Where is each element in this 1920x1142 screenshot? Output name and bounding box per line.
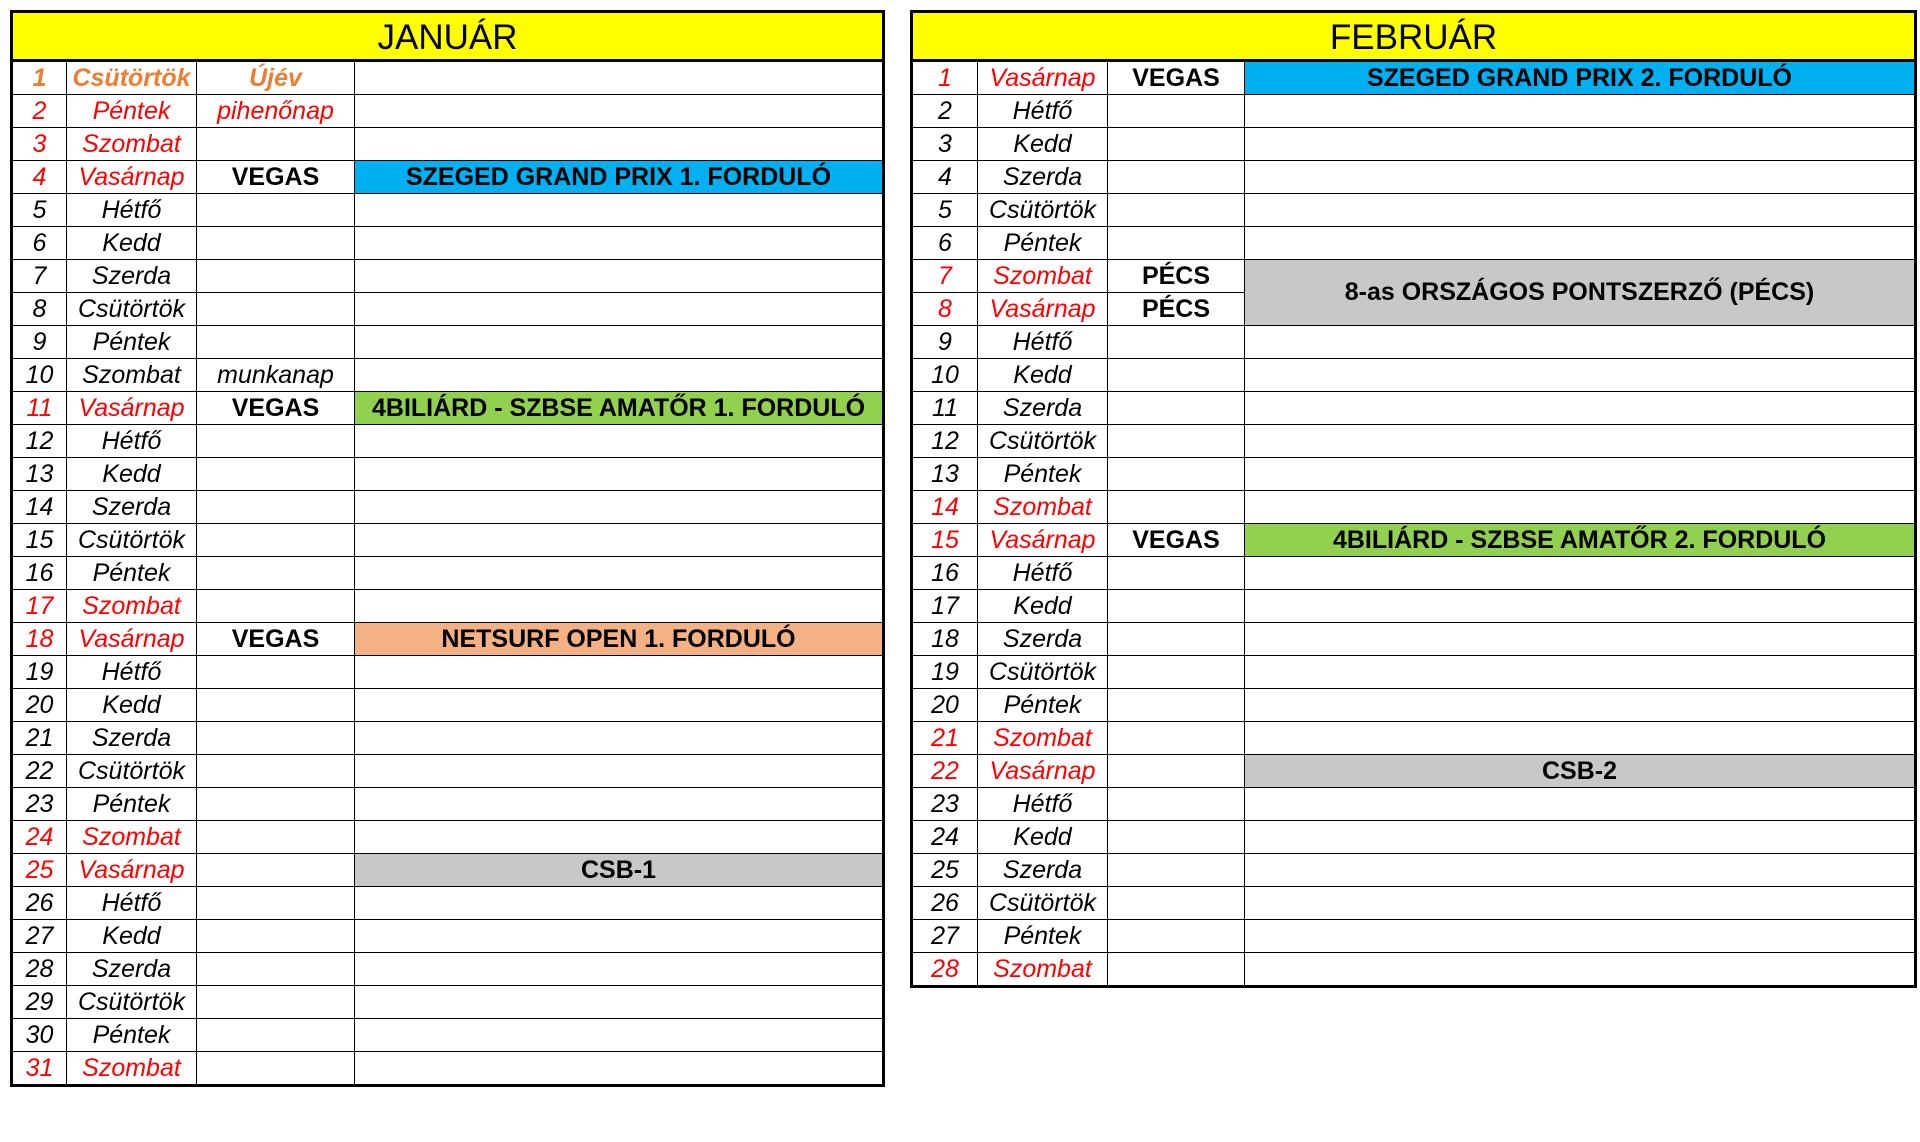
day-row xyxy=(912,887,1916,920)
event-cell xyxy=(1245,590,1916,623)
event-cell xyxy=(355,656,884,689)
venue xyxy=(1108,458,1245,491)
day-row xyxy=(912,61,1916,95)
venue xyxy=(1108,755,1245,788)
event-cell xyxy=(355,260,884,293)
weekday: Kedd xyxy=(978,128,1108,161)
day-row xyxy=(912,854,1916,887)
weekday: Csütörtök xyxy=(67,755,197,788)
day-row xyxy=(12,656,884,689)
day-row xyxy=(912,128,1916,161)
weekday: Szombat xyxy=(978,722,1108,755)
day-row xyxy=(912,491,1916,524)
day-number: 1 xyxy=(912,61,978,95)
weekday: Szerda xyxy=(978,392,1108,425)
day-row xyxy=(912,557,1916,590)
day-number: 6 xyxy=(12,227,67,260)
day-number: 14 xyxy=(12,491,67,524)
venue xyxy=(1108,326,1245,359)
venue xyxy=(1108,722,1245,755)
day-row xyxy=(12,953,884,986)
day-number: 6 xyxy=(912,227,978,260)
day-row xyxy=(912,227,1916,260)
weekday: Péntek xyxy=(67,1019,197,1052)
day-number: 10 xyxy=(912,359,978,392)
venue xyxy=(197,887,355,920)
day-row xyxy=(12,887,884,920)
day-number: 30 xyxy=(12,1019,67,1052)
weekday: Péntek xyxy=(978,227,1108,260)
venue xyxy=(197,260,355,293)
day-row xyxy=(12,227,884,260)
venue xyxy=(1108,161,1245,194)
weekday: Szerda xyxy=(67,260,197,293)
venue xyxy=(1108,425,1245,458)
event-cell xyxy=(1245,722,1916,755)
day-number: 25 xyxy=(912,854,978,887)
venue xyxy=(1108,491,1245,524)
venue xyxy=(1108,953,1245,987)
day-row xyxy=(912,656,1916,689)
day-number: 14 xyxy=(912,491,978,524)
event-cell xyxy=(1245,953,1916,987)
weekday: Szombat xyxy=(67,1052,197,1086)
weekday: Csütörtök xyxy=(67,986,197,1019)
weekday: Péntek xyxy=(978,689,1108,722)
day-row xyxy=(12,326,884,359)
event-cell xyxy=(1245,128,1916,161)
day-number: 23 xyxy=(12,788,67,821)
weekday: Péntek xyxy=(67,788,197,821)
weekday: Kedd xyxy=(67,689,197,722)
venue xyxy=(197,194,355,227)
venue: VEGAS xyxy=(1108,524,1245,557)
weekday: Kedd xyxy=(978,359,1108,392)
day-row xyxy=(12,920,884,953)
january-title: JANUÁR xyxy=(12,12,884,61)
weekday: Hétfő xyxy=(67,194,197,227)
day-row xyxy=(912,161,1916,194)
day-number: 21 xyxy=(12,722,67,755)
event-cell xyxy=(355,689,884,722)
weekday: Vasárnap xyxy=(67,161,197,194)
day-number: 17 xyxy=(12,590,67,623)
event-cell xyxy=(1245,194,1916,227)
event-cell xyxy=(355,1052,884,1086)
day-number: 8 xyxy=(912,293,978,326)
event-cell xyxy=(355,128,884,161)
day-row xyxy=(12,854,884,887)
weekday: Péntek xyxy=(67,557,197,590)
day-row xyxy=(912,920,1916,953)
day-number: 20 xyxy=(12,689,67,722)
weekday: Szombat xyxy=(67,821,197,854)
weekday: Csütörtök xyxy=(67,524,197,557)
day-number: 9 xyxy=(912,326,978,359)
venue xyxy=(1108,656,1245,689)
weekday: Vasárnap xyxy=(67,623,197,656)
weekday: Hétfő xyxy=(978,95,1108,128)
day-number: 7 xyxy=(912,260,978,293)
day-number: 15 xyxy=(12,524,67,557)
day-row xyxy=(12,359,884,392)
day-number: 29 xyxy=(12,986,67,1019)
venue: VEGAS xyxy=(197,161,355,194)
weekday: Kedd xyxy=(978,590,1108,623)
venue xyxy=(197,953,355,986)
venue xyxy=(1108,128,1245,161)
venue xyxy=(197,986,355,1019)
day-number: 11 xyxy=(12,392,67,425)
weekday: Hétfő xyxy=(67,656,197,689)
venue xyxy=(1108,95,1245,128)
day-number: 31 xyxy=(12,1052,67,1086)
venue: VEGAS xyxy=(197,392,355,425)
day-row xyxy=(912,722,1916,755)
weekday: Hétfő xyxy=(67,887,197,920)
day-number: 16 xyxy=(912,557,978,590)
weekday: Szerda xyxy=(978,623,1108,656)
weekday: Kedd xyxy=(978,821,1108,854)
weekday: Vasárnap xyxy=(978,61,1108,95)
venue xyxy=(197,755,355,788)
weekday: Kedd xyxy=(67,227,197,260)
event-cell xyxy=(355,194,884,227)
event-cell xyxy=(1245,887,1916,920)
event-cell xyxy=(1245,425,1916,458)
weekday: Péntek xyxy=(978,458,1108,491)
event-cell xyxy=(1245,95,1916,128)
venue xyxy=(1108,557,1245,590)
event-cell xyxy=(1245,623,1916,656)
day-number: 13 xyxy=(12,458,67,491)
venue xyxy=(197,458,355,491)
day-row xyxy=(12,689,884,722)
weekday: Szerda xyxy=(67,722,197,755)
venue xyxy=(1108,590,1245,623)
day-row xyxy=(12,986,884,1019)
day-number: 25 xyxy=(12,854,67,887)
weekday: Szombat xyxy=(67,359,197,392)
event-cell: CSB-2 xyxy=(1245,755,1916,788)
day-number: 22 xyxy=(12,755,67,788)
venue xyxy=(197,524,355,557)
weekday: Hétfő xyxy=(67,425,197,458)
event-cell xyxy=(355,1019,884,1052)
day-row xyxy=(12,392,884,425)
event-cell xyxy=(1245,854,1916,887)
event-cell xyxy=(355,524,884,557)
day-row xyxy=(912,359,1916,392)
venue xyxy=(197,689,355,722)
day-number: 26 xyxy=(12,887,67,920)
weekday: Szerda xyxy=(67,953,197,986)
event-cell xyxy=(355,986,884,1019)
venue xyxy=(197,227,355,260)
weekday: Kedd xyxy=(67,920,197,953)
event-cell xyxy=(355,425,884,458)
day-row xyxy=(12,161,884,194)
day-number: 2 xyxy=(12,95,67,128)
event-cell xyxy=(1245,491,1916,524)
event-cell: SZEGED GRAND PRIX 1. FORDULÓ xyxy=(355,161,884,194)
event-cell xyxy=(1245,821,1916,854)
day-row xyxy=(12,623,884,656)
event-cell xyxy=(355,788,884,821)
day-row xyxy=(12,524,884,557)
weekday: Csütörtök xyxy=(67,61,197,95)
day-number: 20 xyxy=(912,689,978,722)
venue xyxy=(1108,194,1245,227)
day-number: 28 xyxy=(912,953,978,987)
day-note: Újév xyxy=(197,61,355,95)
day-number: 5 xyxy=(12,194,67,227)
day-row xyxy=(12,590,884,623)
weekday: Szerda xyxy=(978,161,1108,194)
event-cell: 8-as ORSZÁGOS PONTSZERZŐ (PÉCS) xyxy=(1245,260,1916,326)
event-cell xyxy=(1245,392,1916,425)
venue xyxy=(1108,788,1245,821)
day-number: 8 xyxy=(12,293,67,326)
weekday: Szombat xyxy=(978,953,1108,987)
venue xyxy=(197,128,355,161)
weekday: Hétfő xyxy=(978,557,1108,590)
day-number: 4 xyxy=(912,161,978,194)
weekday: Szombat xyxy=(67,128,197,161)
venue xyxy=(197,425,355,458)
day-number: 10 xyxy=(12,359,67,392)
day-number: 28 xyxy=(12,953,67,986)
day-row xyxy=(12,557,884,590)
venue xyxy=(197,293,355,326)
event-cell: 4BILIÁRD - SZBSE AMATŐR 1. FORDULÓ xyxy=(355,392,884,425)
february-title: FEBRUÁR xyxy=(912,12,1916,61)
day-number: 12 xyxy=(912,425,978,458)
day-row xyxy=(12,821,884,854)
day-row xyxy=(912,590,1916,623)
weekday: Hétfő xyxy=(978,326,1108,359)
venue xyxy=(197,821,355,854)
event-cell xyxy=(1245,326,1916,359)
weekday: Csütörtök xyxy=(67,293,197,326)
weekday: Péntek xyxy=(67,326,197,359)
day-number: 18 xyxy=(912,623,978,656)
day-number: 26 xyxy=(912,887,978,920)
day-number: 23 xyxy=(912,788,978,821)
event-cell xyxy=(355,920,884,953)
day-number: 11 xyxy=(912,392,978,425)
day-number: 2 xyxy=(912,95,978,128)
venue: VEGAS xyxy=(1108,61,1245,95)
day-row xyxy=(12,194,884,227)
day-note: pihenőnap xyxy=(197,95,355,128)
venue xyxy=(197,722,355,755)
day-row xyxy=(12,425,884,458)
weekday: Péntek xyxy=(67,95,197,128)
venue xyxy=(197,788,355,821)
weekday: Péntek xyxy=(978,920,1108,953)
venue: VEGAS xyxy=(197,623,355,656)
venue xyxy=(1108,359,1245,392)
day-row xyxy=(912,755,1916,788)
day-row xyxy=(912,95,1916,128)
weekday: Kedd xyxy=(67,458,197,491)
event-cell xyxy=(355,590,884,623)
day-number: 22 xyxy=(912,755,978,788)
day-row xyxy=(12,128,884,161)
day-row xyxy=(912,623,1916,656)
january-calendar xyxy=(10,10,885,1087)
event-cell xyxy=(355,953,884,986)
day-row xyxy=(912,458,1916,491)
event-cell xyxy=(355,755,884,788)
day-number: 15 xyxy=(912,524,978,557)
day-row xyxy=(912,821,1916,854)
weekday: Szombat xyxy=(67,590,197,623)
day-number: 4 xyxy=(12,161,67,194)
day-row xyxy=(912,326,1916,359)
day-row xyxy=(12,458,884,491)
weekday: Vasárnap xyxy=(67,854,197,887)
day-number: 13 xyxy=(912,458,978,491)
day-note: munkanap xyxy=(197,359,355,392)
day-number: 9 xyxy=(12,326,67,359)
venue xyxy=(1108,227,1245,260)
venue xyxy=(1108,887,1245,920)
venue xyxy=(197,1052,355,1086)
day-number: 3 xyxy=(12,128,67,161)
day-number: 19 xyxy=(912,656,978,689)
event-cell xyxy=(1245,227,1916,260)
day-row xyxy=(12,788,884,821)
event-cell xyxy=(1245,557,1916,590)
weekday: Vasárnap xyxy=(67,392,197,425)
weekday: Szerda xyxy=(67,491,197,524)
event-cell xyxy=(355,95,884,128)
february-calendar xyxy=(910,10,1917,988)
day-number: 18 xyxy=(12,623,67,656)
event-cell xyxy=(355,887,884,920)
day-number: 24 xyxy=(12,821,67,854)
day-row xyxy=(12,293,884,326)
event-cell xyxy=(355,458,884,491)
venue xyxy=(197,854,355,887)
event-cell xyxy=(1245,920,1916,953)
day-number: 24 xyxy=(912,821,978,854)
day-number: 27 xyxy=(12,920,67,953)
event-cell xyxy=(1245,359,1916,392)
day-row xyxy=(12,1019,884,1052)
day-row xyxy=(12,722,884,755)
day-row xyxy=(912,425,1916,458)
day-number: 3 xyxy=(912,128,978,161)
event-cell xyxy=(355,491,884,524)
day-number: 1 xyxy=(12,61,67,95)
venue: PÉCS xyxy=(1108,260,1245,293)
weekday: Szombat xyxy=(978,491,1108,524)
event-cell xyxy=(355,821,884,854)
day-number: 12 xyxy=(12,425,67,458)
day-row xyxy=(12,491,884,524)
weekday: Csütörtök xyxy=(978,425,1108,458)
event-cell: NETSURF OPEN 1. FORDULÓ xyxy=(355,623,884,656)
weekday: Vasárnap xyxy=(978,293,1108,326)
weekday: Csütörtök xyxy=(978,194,1108,227)
day-row xyxy=(12,61,884,95)
day-row xyxy=(912,194,1916,227)
venue: PÉCS xyxy=(1108,293,1245,326)
event-cell xyxy=(1245,161,1916,194)
day-number: 27 xyxy=(912,920,978,953)
day-row xyxy=(912,392,1916,425)
day-number: 16 xyxy=(12,557,67,590)
day-row xyxy=(912,953,1916,987)
weekday: Vasárnap xyxy=(978,524,1108,557)
day-number: 7 xyxy=(12,260,67,293)
day-number: 5 xyxy=(912,194,978,227)
event-cell xyxy=(1245,689,1916,722)
venue xyxy=(197,491,355,524)
venue xyxy=(197,1019,355,1052)
venue xyxy=(1108,689,1245,722)
event-cell xyxy=(355,227,884,260)
venue xyxy=(1108,920,1245,953)
event-cell xyxy=(355,722,884,755)
day-row xyxy=(12,1052,884,1086)
venue xyxy=(197,557,355,590)
venue xyxy=(1108,623,1245,656)
day-number: 17 xyxy=(912,590,978,623)
venue xyxy=(1108,392,1245,425)
event-cell xyxy=(355,326,884,359)
weekday: Szerda xyxy=(978,854,1108,887)
day-row xyxy=(12,260,884,293)
day-number: 21 xyxy=(912,722,978,755)
venue xyxy=(197,656,355,689)
weekday: Hétfő xyxy=(978,788,1108,821)
event-cell xyxy=(355,293,884,326)
venue xyxy=(197,590,355,623)
weekday: Vasárnap xyxy=(978,755,1108,788)
event-cell: CSB-1 xyxy=(355,854,884,887)
event-cell xyxy=(355,359,884,392)
event-cell: 4BILIÁRD - SZBSE AMATŐR 2. FORDULÓ xyxy=(1245,524,1916,557)
weekday: Csütörtök xyxy=(978,656,1108,689)
day-row xyxy=(912,524,1916,557)
weekday: Csütörtök xyxy=(978,887,1108,920)
event-cell xyxy=(1245,458,1916,491)
weekday: Szombat xyxy=(978,260,1108,293)
day-row xyxy=(12,755,884,788)
day-row xyxy=(12,95,884,128)
event-cell xyxy=(1245,656,1916,689)
day-row xyxy=(912,689,1916,722)
day-row xyxy=(912,788,1916,821)
event-cell xyxy=(1245,788,1916,821)
event-cell: SZEGED GRAND PRIX 2. FORDULÓ xyxy=(1245,61,1916,95)
venue xyxy=(197,326,355,359)
venue xyxy=(197,920,355,953)
day-number: 19 xyxy=(12,656,67,689)
event-cell xyxy=(355,557,884,590)
venue xyxy=(1108,821,1245,854)
day-row xyxy=(912,260,1916,293)
event-cell xyxy=(355,61,884,95)
venue xyxy=(1108,854,1245,887)
